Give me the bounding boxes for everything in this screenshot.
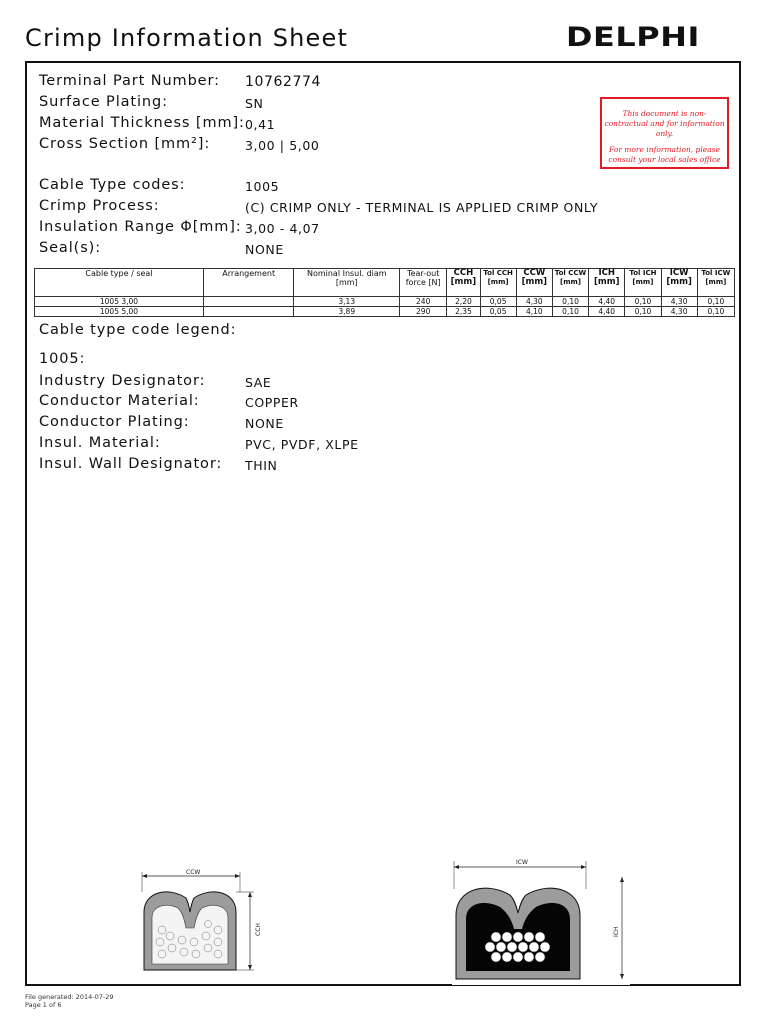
insulation-range-label: Insulation Range Φ[mm]: bbox=[39, 219, 242, 235]
col-cable-type: Cable type / seal bbox=[35, 269, 204, 297]
table-cell: 0,05 bbox=[480, 297, 516, 307]
conductor-plating-label: Conductor Plating: bbox=[39, 414, 190, 430]
cross-section-value: 3,00 | 5,00 bbox=[245, 138, 320, 153]
table-cell: 3,89 bbox=[294, 307, 400, 317]
table-cell: 0,10 bbox=[552, 297, 588, 307]
icw-label: ICW bbox=[516, 859, 528, 866]
col-tol-ccw: Tol CCW [mm] bbox=[552, 269, 588, 297]
insulation-range-value: 3,00 - 4,07 bbox=[245, 221, 320, 236]
table-cell: 0,10 bbox=[625, 307, 661, 317]
surface-plating-value: SN bbox=[245, 96, 264, 111]
table-cell: 4,30 bbox=[661, 307, 697, 317]
disclaimer-line-2: For more information, please consult your local sales office bbox=[608, 145, 721, 164]
table-row bbox=[35, 307, 735, 317]
disclaimer-box bbox=[600, 97, 729, 169]
ccw-label: CCW bbox=[186, 869, 201, 876]
table-cell: 4,30 bbox=[516, 297, 552, 307]
table-cell: 3,13 bbox=[294, 297, 400, 307]
crimp-spec-table bbox=[34, 268, 735, 317]
industry-designator-value: SAE bbox=[245, 375, 272, 390]
seals-value: NONE bbox=[245, 242, 284, 257]
table-cell: 0,10 bbox=[697, 297, 734, 307]
table-cell: 0,10 bbox=[625, 297, 661, 307]
table-cell: 0,10 bbox=[552, 307, 588, 317]
table-cell: 4,10 bbox=[516, 307, 552, 317]
footer bbox=[25, 993, 114, 1009]
conductor-material-label: Conductor Material: bbox=[39, 393, 200, 409]
delphi-logo: DELPHI bbox=[566, 22, 700, 53]
table-row bbox=[35, 297, 735, 307]
col-cch: CCH [mm] bbox=[447, 269, 480, 297]
insulation-crimp-diagram bbox=[452, 855, 630, 985]
table-cell bbox=[203, 297, 294, 307]
conductor-crimp-diagram bbox=[128, 866, 278, 978]
col-ccw: CCW [mm] bbox=[516, 269, 552, 297]
table-cell: 290 bbox=[400, 307, 447, 317]
seals-label: Seal(s): bbox=[39, 240, 101, 256]
material-thickness-value: 0,41 bbox=[245, 117, 276, 132]
file-generated: File generated: 2014-07-29 bbox=[25, 993, 114, 1001]
table-cell: 1005 3,00 bbox=[35, 297, 204, 307]
material-thickness-label: Material Thickness [mm]: bbox=[39, 115, 245, 131]
col-arrangement: Arrangement bbox=[203, 269, 294, 297]
industry-designator-label: Industry Designator: bbox=[39, 373, 206, 389]
crimp-process-value: (C) CRIMP ONLY - TERMINAL IS APPLIED CRIMP ONLY bbox=[245, 200, 599, 215]
col-tol-cch: Tol CCH [mm] bbox=[480, 269, 516, 297]
insul-wall-value: THIN bbox=[245, 458, 278, 473]
ich-label: ICH bbox=[613, 926, 620, 937]
page-number: Page 1 of 6 bbox=[25, 1001, 62, 1009]
table-cell bbox=[203, 307, 294, 317]
table-cell: 1005 5,00 bbox=[35, 307, 204, 317]
col-ich: ICH [mm] bbox=[589, 269, 625, 297]
disclaimer-line-1: This document is non-contractual and for information only. bbox=[604, 109, 725, 138]
col-insul-diam: Nominal Insul. diam [mm] bbox=[294, 269, 400, 297]
cable-type-codes-label: Cable Type codes: bbox=[39, 177, 186, 193]
table-cell: 2,35 bbox=[447, 307, 480, 317]
crimp-process-label: Crimp Process: bbox=[39, 198, 160, 214]
col-tear-out: Tear-out force [N] bbox=[400, 269, 447, 297]
table-cell: 0,05 bbox=[480, 307, 516, 317]
cch-label: CCH bbox=[255, 923, 262, 936]
table-cell: 240 bbox=[400, 297, 447, 307]
legend-code: 1005: bbox=[39, 351, 86, 367]
table-cell: 0,10 bbox=[697, 307, 734, 317]
insul-material-label: Insul. Material: bbox=[39, 435, 161, 451]
cross-section-label: Cross Section [mm²]: bbox=[39, 136, 211, 152]
table-cell: 2,20 bbox=[447, 297, 480, 307]
insul-material-value: PVC, PVDF, XLPE bbox=[245, 437, 359, 452]
conductor-plating-value: NONE bbox=[245, 416, 284, 431]
part-number-value: 10762774 bbox=[245, 74, 322, 90]
legend-title: Cable type code legend: bbox=[39, 322, 237, 338]
table-header-row bbox=[35, 269, 735, 297]
part-number-label: Terminal Part Number: bbox=[39, 73, 220, 89]
col-tol-ich: Tol ICH [mm] bbox=[625, 269, 661, 297]
conductor-material-value: COPPER bbox=[245, 395, 299, 410]
cable-type-codes-value: 1005 bbox=[245, 179, 280, 194]
table-cell: 4,30 bbox=[661, 297, 697, 307]
table-cell: 4,40 bbox=[589, 307, 625, 317]
col-tol-icw: Tol ICW [mm] bbox=[697, 269, 734, 297]
surface-plating-label: Surface Plating: bbox=[39, 94, 168, 110]
insul-wall-label: Insul. Wall Designator: bbox=[39, 456, 223, 472]
table-cell: 4,40 bbox=[589, 297, 625, 307]
col-icw: ICW [mm] bbox=[661, 269, 697, 297]
page-title: Crimp Information Sheet bbox=[25, 24, 349, 52]
